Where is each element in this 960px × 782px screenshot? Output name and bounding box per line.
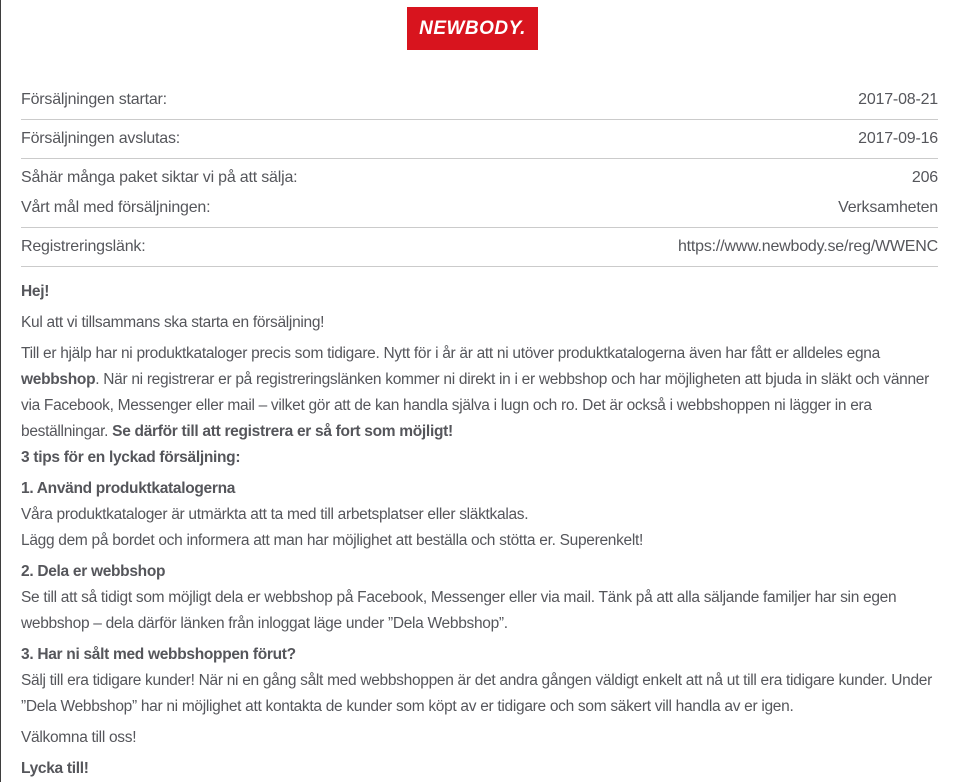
tips-heading: 3 tips för en lyckad försäljning: <box>21 449 241 466</box>
start-date-label: Försäljningen startar: <box>21 91 167 108</box>
package-target-label: Såhär många paket siktar vi på att sälja: <box>21 169 298 186</box>
info-row-end-date <box>21 128 938 150</box>
paragraph-webbshop <box>21 341 938 445</box>
start-date-value: 2017-08-21 <box>858 91 938 108</box>
tip-3-title: 3. Har ni sålt med webbshoppen förut? <box>21 646 296 663</box>
greeting-text: Hej! <box>21 283 50 300</box>
info-row-package-target <box>21 167 938 189</box>
tip-1 <box>21 476 938 554</box>
welcome-text: Välkomna till oss! <box>21 729 137 746</box>
tip-1-line-1: Våra produktkataloger är utmärkta att ta med till arbetsplatser eller släktkalas. <box>21 506 529 523</box>
tip-2-body: Se till att så tidigt som möjligt dela er webbshop på Facebook, Messenger eller via mail. Tänk på att alla säljande familjer har sin egen webbshop – dela därför länken från inloggat läge under ”Dela Webbshop”. <box>21 589 897 632</box>
paragraph-webbshop-seg4-bold: Se därför till att registrera er så fort som möjligt! <box>112 423 453 440</box>
sale-goal-label: Vårt mål med försäljningen: <box>21 199 211 216</box>
end-date-value: 2017-09-16 <box>858 130 938 147</box>
paragraph-webbshop-seg3: . När ni registrerar er på registreringslänken kommer ni direkt in i er webbshop och har möjligheten att bjuda in släkt och vänner via Facebook, Messenger eller mail – vilket gör att de kan handla själva i lugn och ro. Det är också i webbshoppen ni lägger in era beställningar. <box>21 371 929 440</box>
info-group-end-date <box>21 120 938 159</box>
page-header <box>1 7 960 50</box>
paragraph-webbshop-seg2-bold: webbshop <box>21 371 96 388</box>
registration-link-label: Registreringslänk: <box>21 238 146 255</box>
info-group-start-date <box>21 81 938 120</box>
info-group-goals <box>21 159 938 228</box>
package-target-value: 206 <box>911 169 938 186</box>
end-date-label: Försäljningen avslutas: <box>21 130 181 147</box>
info-group-registration <box>21 228 938 267</box>
tip-3-body: Sälj till era tidigare kunder! När ni en gång sålt med webbshoppen är det andra gången väldigt enkelt att nå ut till era tidigare kunder. Under ”Dela Webbshop” har ni möjlighet att kontakta de kunder som köpt av er tidigare och som säkert vill handla av er igen. <box>21 672 932 715</box>
info-row-sale-goal <box>21 197 938 219</box>
tip-1-line-2: Lägg dem på bordet och informera att man har möjlighet att beställa och stötta er. Superenkelt! <box>21 532 644 549</box>
tip-2-title: 2. Dela er webbshop <box>21 563 166 580</box>
intro-text: Kul att vi tillsammans ska starta en försäljning! <box>21 314 325 331</box>
registration-link-value: https://www.newbody.se/reg/WWENC <box>677 238 938 255</box>
tip-3 <box>21 642 938 720</box>
sale-goal-value: Verksamheten <box>838 199 938 216</box>
letter-body <box>21 279 938 782</box>
tip-1-title: 1. Använd produktkatalogerna <box>21 480 236 497</box>
newbody-logo-text: NEWBODY. <box>419 17 526 39</box>
info-row-registration-link <box>21 236 938 258</box>
page-content <box>21 81 938 782</box>
newbody-logo <box>407 7 538 50</box>
tip-2 <box>21 559 938 637</box>
sale-info-table <box>21 81 938 267</box>
info-row-start-date <box>21 89 938 111</box>
paragraph-webbshop-seg1: Till er hjälp har ni produktkataloger precis som tidigare. Nytt för i år är att ni utöver produktkatalogerna även har fått er alldeles egna <box>21 345 880 362</box>
goodluck-text: Lycka till! <box>21 760 89 777</box>
